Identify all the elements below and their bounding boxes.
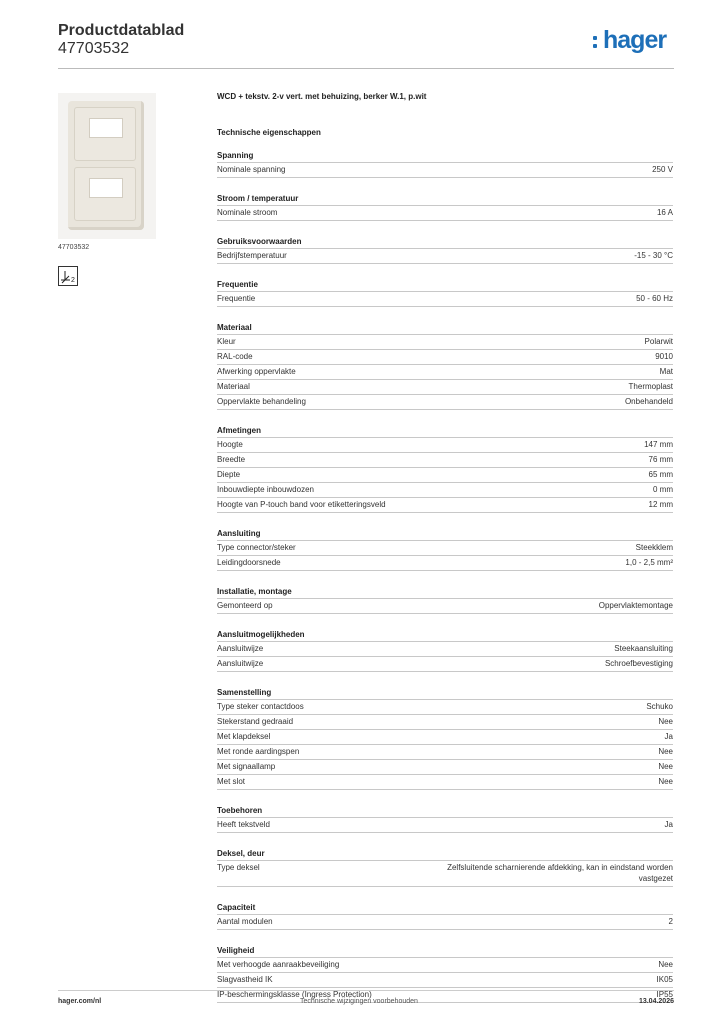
spec-section <box>217 321 673 410</box>
logo-dot-bottom <box>593 44 597 48</box>
spec-label: Kleur <box>217 337 236 346</box>
spec-row <box>217 249 673 264</box>
section-title: Aansluiting <box>217 527 673 541</box>
section-title: Veiligheid <box>217 944 673 958</box>
spec-row <box>217 861 673 887</box>
spec-content <box>217 92 673 1017</box>
spec-row <box>217 453 673 468</box>
spec-value: Nee <box>658 762 673 771</box>
spec-label: Gemonteerd op <box>217 601 273 610</box>
spec-value: 9010 <box>655 352 673 361</box>
spec-value: Nee <box>658 717 673 726</box>
spec-section <box>217 804 673 833</box>
spec-row <box>217 715 673 730</box>
spec-value: Thermoplast <box>628 382 673 391</box>
spec-value: 147 mm <box>644 440 673 449</box>
spec-value: IK05 <box>656 975 673 984</box>
spec-row <box>217 657 673 672</box>
spec-value: IP55 <box>656 990 673 999</box>
installation-symbol-graphic <box>59 267 77 285</box>
spec-row <box>217 760 673 775</box>
spec-row <box>217 818 673 833</box>
product-description: WCD + tekstv. 2-v vert. met behuizing, berker W.1, p.wit <box>217 92 427 101</box>
spec-label: Nominale spanning <box>217 165 286 174</box>
section-title: Deksel, deur <box>217 847 673 861</box>
spec-row <box>217 556 673 571</box>
spec-label: RAL-code <box>217 352 253 361</box>
spec-row <box>217 958 673 973</box>
spec-label: Met verhoogde aanraakbeveiliging <box>217 960 340 969</box>
spec-row <box>217 642 673 657</box>
spec-value: 76 mm <box>648 455 673 464</box>
spec-label: Aansluitwijze <box>217 659 264 668</box>
spec-row <box>217 468 673 483</box>
spec-row <box>217 438 673 453</box>
spec-label: Met signaallamp <box>217 762 276 771</box>
section-title: Installatie, montage <box>217 585 673 599</box>
spec-value: Schroefbevestiging <box>604 659 673 668</box>
spec-value: Onbehandeld <box>624 397 673 406</box>
spec-row <box>217 380 673 395</box>
section-title: Stroom / temperatuur <box>217 192 673 206</box>
hager-logo[interactable] <box>593 26 673 57</box>
spec-row <box>217 973 673 988</box>
footer-divider <box>58 990 674 991</box>
section-title: Gebruiksvoorwaarden <box>217 235 673 249</box>
spec-label: Met klapdeksel <box>217 732 271 741</box>
spec-value: -15 - 30 °C <box>634 251 673 260</box>
spec-row <box>217 730 673 745</box>
spec-row <box>217 335 673 350</box>
spec-label: Materiaal <box>217 382 250 391</box>
header-divider <box>58 68 674 69</box>
section-title: Aansluitmogelijkheden <box>217 628 673 642</box>
spec-label: Aansluitwijze <box>217 644 264 653</box>
spec-row <box>217 745 673 760</box>
spec-row <box>217 365 673 380</box>
spec-row <box>217 395 673 410</box>
spec-label: Met slot <box>217 777 246 786</box>
spec-label: Nominale stroom <box>217 208 278 217</box>
installation-symbol-icon <box>58 266 78 286</box>
spec-sections <box>217 149 673 1003</box>
footer-disclaimer: Technische wijzigingen voorbehouden <box>300 998 418 1005</box>
spec-value: Zelfsluitende scharnierende afdekking, kan in eindstand worden vastgezet <box>447 863 673 883</box>
spec-section <box>217 628 673 672</box>
spec-label: Bedrijfstemperatuur <box>217 251 287 260</box>
spec-section <box>217 235 673 264</box>
spec-label: Slagvastheid IK <box>217 975 273 984</box>
product-module-bottom <box>74 167 136 221</box>
spec-value: 16 A <box>656 208 673 217</box>
spec-label: Hoogte <box>217 440 243 449</box>
spec-value: Steekaansluiting <box>614 644 673 653</box>
spec-label: Afwerking oppervlakte <box>217 367 296 376</box>
spec-section <box>217 527 673 571</box>
section-title: Afmetingen <box>217 424 673 438</box>
spec-label: Stekerstand gedraaid <box>217 717 294 726</box>
product-module-top <box>74 107 136 161</box>
spec-row <box>217 292 673 307</box>
spec-row <box>217 163 673 178</box>
spec-value: 12 mm <box>648 500 673 509</box>
symbol-number: 2 <box>71 277 75 284</box>
spec-value: Nee <box>658 777 673 786</box>
tech-heading: Technische eigenschappen <box>217 128 321 137</box>
spec-label: Leidingdoorsnede <box>217 558 281 567</box>
spec-label: Type steker contactdoos <box>217 702 304 711</box>
section-title: Frequentie <box>217 278 673 292</box>
spec-row <box>217 775 673 790</box>
spec-row <box>217 599 673 614</box>
spec-value: Ja <box>664 732 673 741</box>
spec-value: 65 mm <box>648 470 673 479</box>
footer-website-link[interactable]: hager.com/nl <box>58 998 102 1005</box>
product-label-field-top <box>89 118 123 138</box>
spec-label: Aantal modulen <box>217 917 273 926</box>
spec-section <box>217 149 673 178</box>
spec-section <box>217 192 673 221</box>
spec-label: Hoogte van P-touch band voor etiketteringsveld <box>217 500 386 509</box>
spec-label: Oppervlakte behandeling <box>217 397 306 406</box>
spec-value: 2 <box>668 917 673 926</box>
spec-label: Diepte <box>217 470 241 479</box>
product-image <box>58 93 156 239</box>
spec-row <box>217 350 673 365</box>
spec-section <box>217 585 673 614</box>
spec-section <box>217 901 673 930</box>
spec-row <box>217 206 673 221</box>
spec-label: Met ronde aardingspen <box>217 747 300 756</box>
section-title: Samenstelling <box>217 686 673 700</box>
spec-label: Frequentie <box>217 294 256 303</box>
spec-value: 50 - 60 Hz <box>636 294 673 303</box>
spec-label: Type deksel <box>217 863 260 872</box>
spec-section <box>217 278 673 307</box>
spec-row <box>217 915 673 930</box>
section-title: Materiaal <box>217 321 673 335</box>
spec-value: 0 mm <box>653 485 673 494</box>
section-title: Spanning <box>217 149 673 163</box>
spec-label: Breedte <box>217 455 246 464</box>
section-title: Capaciteit <box>217 901 673 915</box>
spec-row <box>217 483 673 498</box>
spec-label: Inbouwdiepte inbouwdozen <box>217 485 314 494</box>
spec-row <box>217 541 673 556</box>
spec-section <box>217 944 673 1003</box>
spec-value: Nee <box>658 960 673 969</box>
product-number: 47703532 <box>58 40 130 57</box>
footer-date: 13.04.2026 <box>638 998 674 1005</box>
spec-value: Polarwit <box>644 337 673 346</box>
product-label-field-bottom <box>89 178 123 198</box>
spec-section <box>217 847 673 887</box>
spec-row <box>217 498 673 513</box>
logo-dot-top <box>593 36 597 40</box>
spec-value: Schuko <box>646 702 673 711</box>
spec-value: Mat <box>659 367 673 376</box>
spec-label: Heeft tekstveld <box>217 820 270 829</box>
spec-value: 1,0 - 2,5 mm² <box>625 558 673 567</box>
page-title: Productdatablad <box>58 22 185 39</box>
section-title: Toebehoren <box>217 804 673 818</box>
spec-row <box>217 700 673 715</box>
spec-value: Oppervlaktemontage <box>598 601 673 610</box>
spec-value: Nee <box>658 747 673 756</box>
spec-value: Steekklem <box>635 543 673 552</box>
logo-text: hager <box>603 26 667 54</box>
spec-value: 250 V <box>652 165 673 174</box>
spec-value: Ja <box>664 820 673 829</box>
spec-label: IP-beschermingsklasse (Ingress Protection) <box>217 990 372 999</box>
product-housing <box>68 101 144 230</box>
spec-section <box>217 424 673 513</box>
spec-label: Type connector/steker <box>217 543 296 552</box>
image-caption: 47703532 <box>58 244 90 251</box>
spec-section <box>217 686 673 790</box>
